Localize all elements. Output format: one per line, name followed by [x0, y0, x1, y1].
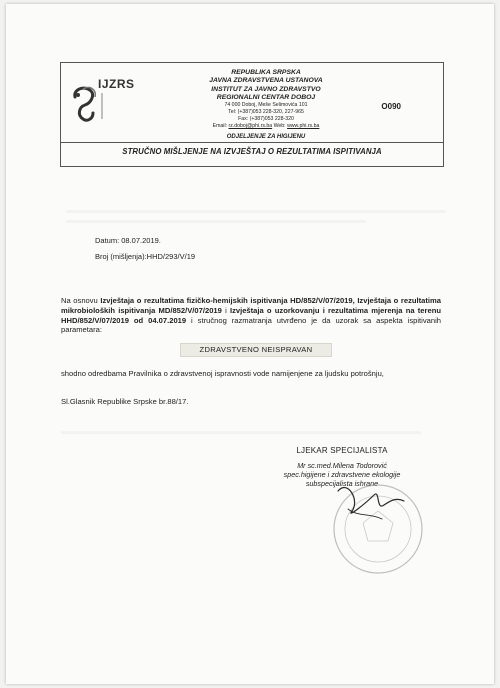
document-page [6, 4, 494, 684]
gazette-reference: Sl.Glasnik Republike Srpske br.88/17. [61, 397, 189, 406]
web-label: Web: [273, 123, 286, 130]
paragraph-text-3: i stručnog razmatranja utvrđeno je da uzorak sa aspekta ispitivanih parametara: [61, 315, 442, 335]
web-link[interactable]: www.phi.rs.ba [287, 123, 320, 130]
org-line-regional-center: REGIONALNI CENTAR DOBOJ [216, 93, 316, 101]
faint-watermark-line [61, 431, 421, 434]
email-link[interactable]: rz.doboj@phi.rs.ba [228, 123, 273, 130]
legal-basis-line: shodno odredbama Pravilnika o zdravstvenoj ispravnosti vode namijenjene za ljudsku potrošnju, [61, 369, 384, 378]
document-date: Datum: 08.07.2019. [95, 236, 161, 245]
verdict-box: ZDRAVSTVENO NEISPRAVAN [180, 343, 332, 357]
paragraph-text-1: Na osnovu [61, 296, 101, 305]
opinion-number: Broj (mišljenja):HHD/293/V/19 [95, 252, 196, 261]
signatory-title-1: spec.higijene i zdravstvene ekologije [283, 470, 401, 479]
paragraph-reports-2: Izvještaja o uzorkovanju i rezultatima mjerenja na terenu HHD/852/V/07/2019 od 04.07.2019 [61, 305, 441, 325]
organization-block [166, 69, 366, 141]
logo-text: IJZRS [98, 77, 135, 91]
faint-watermark-line [66, 220, 366, 223]
report-title: STRUČNO MIŠLJENJE NA IZVJEŠTAJ O REZULTATIMA ISPITIVANJA [122, 147, 382, 156]
org-line-institute: INSTITUT ZA JAVNO ZDRAVSTVO [211, 85, 321, 93]
org-line-country: REPUBLIKA SRPSKA [231, 69, 301, 76]
org-phone: Tel: (+387)053 228-320, 227-965 [228, 109, 304, 116]
signatory-title-2: subspecijalista ishrane [305, 479, 379, 488]
letterhead-box [60, 62, 444, 167]
signatory-role: LJEKAR SPECIJALISTA [296, 446, 388, 455]
paragraph-text-2: i [221, 305, 230, 315]
paragraph-reports-1: Izvještaja o rezultatima fizičko-hemijskih ispitivanja HD/852/V/07/2019, Izvještaja o rezultatima mikrobioloških ispitivanja MD/852/V/07/2019 [61, 296, 441, 315]
faint-watermark-line [66, 210, 446, 213]
document-code: O090 [381, 102, 401, 111]
org-line-institution-type: JAVNA ZDRAVSTVENA USTANOVA [209, 77, 323, 85]
org-address: 74 000 Doboj, Meše Selimovića 101 [224, 102, 308, 109]
header-divider [61, 142, 443, 143]
opinion-paragraph [61, 296, 441, 335]
stamp-and-signature-icon [318, 471, 438, 586]
department-name: ODJELJENJE ZA HIGIJENU [226, 134, 306, 141]
org-fax: Fax: (+387)053 228-320 [238, 116, 294, 123]
email-label: Email: [212, 123, 228, 130]
org-contacts [166, 123, 366, 130]
signatory-name: Mr sc.med.Milena Todorović [297, 461, 387, 470]
